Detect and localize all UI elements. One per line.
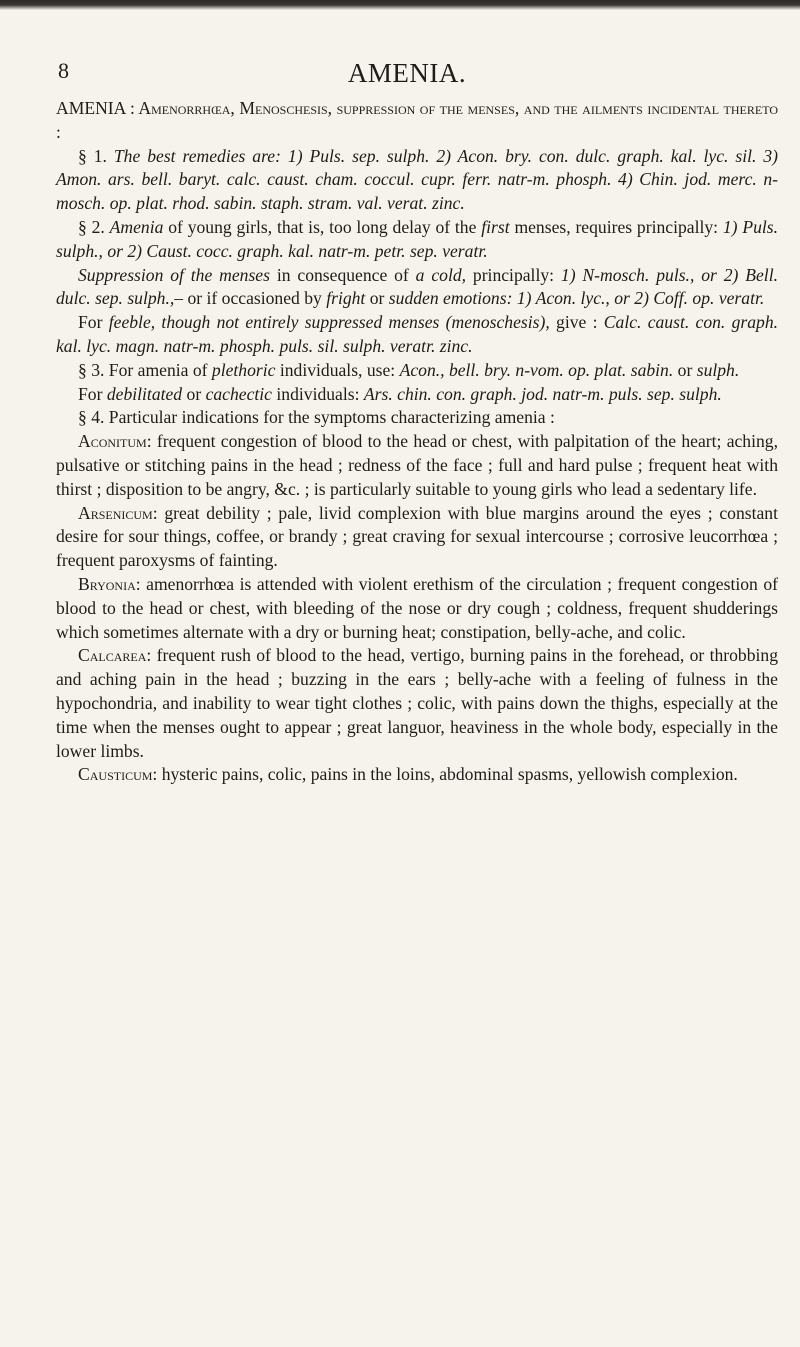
s2-f: Suppression of the menses: [78, 264, 270, 285]
s2-i: principally:: [472, 264, 555, 285]
section-4: [56, 406, 778, 430]
s3-h: debilitated: [106, 383, 183, 404]
section-1-label: § 1.: [78, 145, 107, 166]
s2-b: of young girls, that is, too long delay of the: [168, 216, 477, 237]
remedy-text: : hysteric pains, colic, pains in the loins, abdominal spasms, yellowish complexion.: [152, 764, 738, 785]
remedy-name: Calcarea: [78, 645, 147, 666]
section-3: [56, 359, 778, 383]
section-2-cont: [56, 264, 778, 312]
s2-o: 1) Acon. lyc., or 2) Coff. op. veratr.: [516, 288, 765, 309]
s2-n: sudden emotions:: [388, 288, 513, 309]
remedy-aconitum: [56, 430, 778, 501]
s2-a: Amenia: [109, 216, 164, 237]
heading-rest: : Amenorrhœa, Menoschesis, suppression of the menses, and the ailments incidental thereto :: [56, 98, 778, 142]
s2-k: – or if occasioned by: [174, 288, 322, 309]
running-title: AMENIA.: [347, 58, 467, 88]
s3-c: individuals, use:: [279, 359, 396, 380]
s2-p: For: [78, 312, 103, 333]
section-3-label: § 3.: [78, 359, 105, 380]
remedy-name: Causticum: [78, 764, 153, 785]
section-4-text: Particular indications for the symptoms characterizing amenia :: [108, 407, 555, 428]
article-body: [56, 97, 778, 787]
remedy-name: Arsenicum: [78, 502, 153, 523]
s2-r: (menoschesis),: [445, 312, 550, 333]
s2-l: fright: [326, 288, 366, 309]
heading-term: AMENIA: [56, 98, 126, 118]
s2-d: menses, requires principally:: [514, 216, 719, 237]
s3-g: For: [78, 383, 103, 404]
remedy-text: : amenorrhœa is attended with violent erethism of the circulation ; frequent congestion of blood to the head or chest, with bleeding of the nose or dry cough ; coldness, frequent shudderings which sometimes alternate with a dry or burning heat; constipation, belly-ache, and colic.: [56, 573, 778, 642]
article-heading: [56, 97, 778, 145]
s3-a: For amenia of: [108, 359, 208, 380]
s2-s: give :: [556, 312, 598, 333]
s3-j: cachectic: [205, 383, 272, 404]
s2-e: 1) Puls. sulph., or 2) Caust. cocc. graph. kal. natr-m. petr. sep. veratr.: [56, 216, 779, 261]
remedy-text: : frequent congestion of blood to the head or chest, with palpitation of the heart; aching, pulsative or stitching pains in the head ; redness of the face ; full and hard pulse ; frequent heat with thirst ; disposition to be angry, &c. ; is particularly suitable to young girls who lead a sedentary life.: [56, 431, 778, 499]
remedy-text: : frequent rush of blood to the head, vertigo, burning pains in the forehead, or throbbing and aching pain in the head ; buzzing in the ears ; belly-ache with a feeling of fulness in the hypochondria, and inability to wear tight clothes ; colic, with pains down the thighs, especially at the time when the menses ought to appear ; great languor, heaviness in the whole body, especially in the lower limbs.: [56, 645, 778, 761]
s2-c: first: [481, 216, 510, 237]
s2-j: 1) N-mosch. puls., or 2) Bell. dulc. sep. sulph.,: [56, 264, 778, 309]
s3-k: individuals:: [276, 383, 360, 404]
s2-t: Calc. caust. con. graph. kal. lyc. magn. natr-m. phosph. puls. sil. sulph. veratr. zinc.: [56, 312, 779, 356]
section-4-label: § 4.: [78, 407, 105, 428]
section-2: [56, 216, 778, 264]
remedy-text: : great debility ; pale, livid complexion with blue margins around the eyes ; constant desire for sour things, coffee, or brandy ; great craving for sexual intercourse ; corrosive leucorrhœa ; frequent paroxysms of fainting.: [56, 502, 778, 571]
remedy-name: Aconitum: [78, 431, 147, 452]
s3-d: Acon., bell. bry. n-vom. op. plat. sabin.: [399, 359, 674, 380]
s3-l: Ars. chin. con. graph. jod. natr-m. puls. sep. sulph.: [363, 383, 722, 404]
section-2-feeble: [56, 311, 778, 359]
s2-g: in consequence of: [276, 264, 409, 285]
running-header: [38, 58, 776, 86]
remedy-arsenicum: [56, 502, 778, 573]
s3-e: or: [677, 359, 693, 380]
section-1-text: The best remedies are: 1) Puls. sep. sulph. 2) Acon. bry. con. dulc. graph. kal. lyc. sil. 3) Amon. ars. bell. baryt. calc. caust. cham. coccul. cupr. ferr. natr-m. phosph. 4) Chin. jod. merc. n-mosch. op. plat. rhod. sabin. staph. stram. val. verat. zinc.: [56, 145, 778, 214]
section-3-cont: [56, 383, 778, 407]
section-1: [56, 145, 778, 216]
remedy-name: Bryonia: [78, 573, 136, 594]
s2-m: or: [369, 288, 385, 309]
remedy-calcarea: [56, 644, 778, 763]
s3-i: or: [186, 383, 202, 404]
page-top-edge: [0, 0, 800, 10]
section-2-label: § 2.: [78, 216, 105, 237]
page-number: 8: [58, 58, 70, 83]
s3-b: plethoric: [211, 359, 276, 380]
s2-q: feeble, though not entirely suppressed menses: [108, 312, 440, 333]
s3-f: sulph.: [696, 359, 740, 380]
s2-h: a cold,: [415, 264, 467, 285]
remedy-causticum: [56, 763, 778, 787]
remedy-bryonia: [56, 573, 778, 644]
